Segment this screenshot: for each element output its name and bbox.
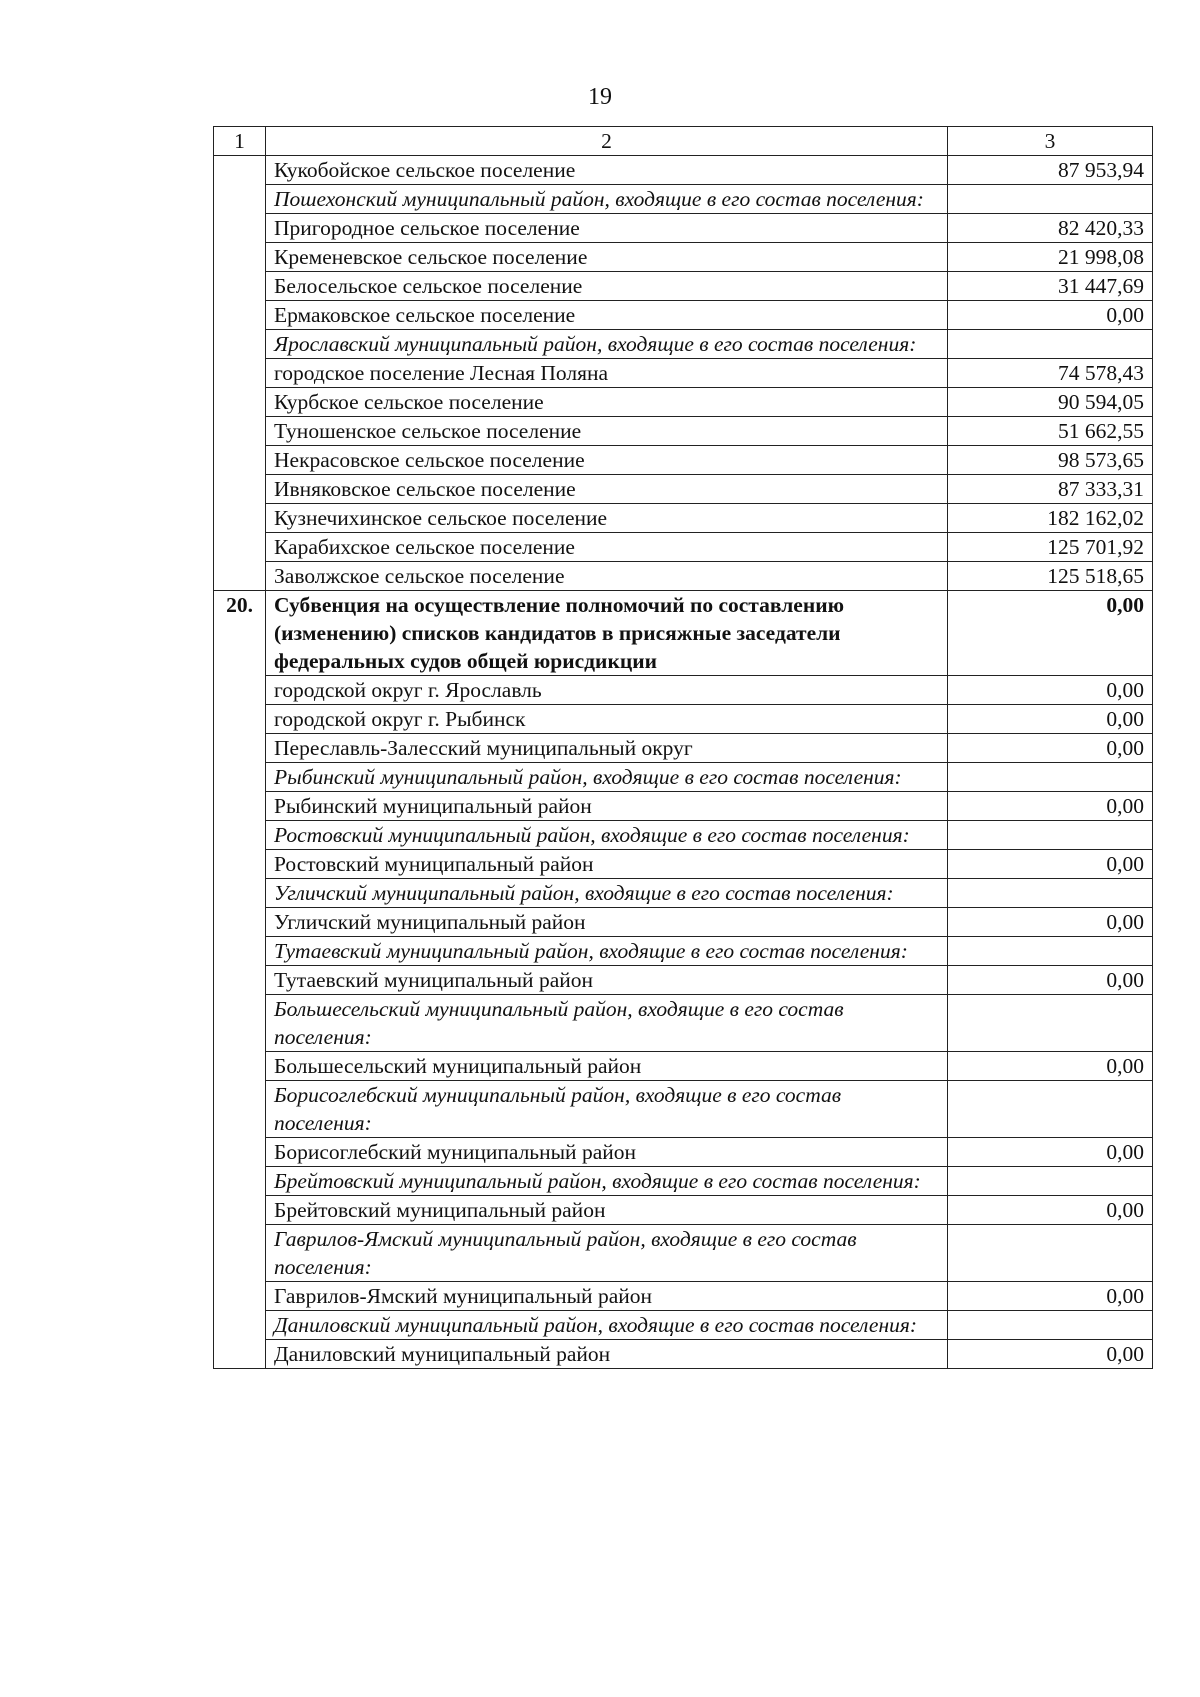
table-row — [214, 937, 1153, 966]
row-value: 21 998,08 — [948, 243, 1153, 272]
row-value — [948, 879, 1153, 908]
row-value: 0,00 — [948, 850, 1153, 879]
group-heading: Гаврилов-Ямский муниципальный район, входящие в его состав поселения: — [266, 1225, 948, 1282]
page-number: 19 — [588, 84, 612, 110]
row-name: Борисоглебский муниципальный район — [266, 1138, 948, 1167]
table-row — [214, 966, 1153, 995]
row-number — [214, 850, 266, 879]
row-value: 0,00 — [948, 1138, 1153, 1167]
row-value: 82 420,33 — [948, 214, 1153, 243]
row-value: 0,00 — [948, 1052, 1153, 1081]
row-value — [948, 995, 1153, 1052]
group-heading: Даниловский муниципальный район, входящие в его состав поселения: — [266, 1311, 948, 1340]
row-number — [214, 1196, 266, 1225]
row-value: 0,00 — [948, 792, 1153, 821]
table-row — [214, 1052, 1153, 1081]
row-value: 0,00 — [948, 966, 1153, 995]
row-number — [214, 417, 266, 446]
row-name: Ростовский муниципальный район — [266, 850, 948, 879]
table-row — [214, 1196, 1153, 1225]
row-number — [214, 562, 266, 591]
row-number — [214, 504, 266, 533]
header-col-2: 2 — [266, 127, 948, 156]
table-row — [214, 821, 1153, 850]
table-row — [214, 301, 1153, 330]
row-number — [214, 1138, 266, 1167]
row-number — [214, 185, 266, 214]
table-row — [214, 879, 1153, 908]
row-number — [214, 1225, 266, 1282]
table-row — [214, 1282, 1153, 1311]
row-name: Пригородное сельское поселение — [266, 214, 948, 243]
group-heading: Большесельский муниципальный район, входящие в его состав поселения: — [266, 995, 948, 1052]
row-number — [214, 533, 266, 562]
row-value: 31 447,69 — [948, 272, 1153, 301]
row-number — [214, 676, 266, 705]
table-row — [214, 734, 1153, 763]
table-body — [214, 127, 1153, 1369]
row-value: 98 573,65 — [948, 446, 1153, 475]
table-header-row — [214, 127, 1153, 156]
row-number: 20. — [214, 591, 266, 676]
row-number — [214, 272, 266, 301]
table-row — [214, 272, 1153, 301]
row-value: 125 518,65 — [948, 562, 1153, 591]
row-name: городской округ г. Рыбинск — [266, 705, 948, 734]
group-heading: Брейтовский муниципальный район, входящие в его состав поселения: — [266, 1167, 948, 1196]
header-col-3: 3 — [948, 127, 1153, 156]
group-heading: Рыбинский муниципальный район, входящие в его состав поселения: — [266, 763, 948, 792]
table-row — [214, 1340, 1153, 1369]
row-number — [214, 243, 266, 272]
row-value: 87 953,94 — [948, 156, 1153, 185]
table-row — [214, 850, 1153, 879]
row-name: Туношенское сельское поселение — [266, 417, 948, 446]
table-row — [214, 504, 1153, 533]
table-row — [214, 1225, 1153, 1282]
row-name: Угличский муниципальный район — [266, 908, 948, 937]
row-name: Ивняковское сельское поселение — [266, 475, 948, 504]
row-number — [214, 475, 266, 504]
row-value — [948, 937, 1153, 966]
header-col-1: 1 — [214, 127, 266, 156]
row-name: городской округ г. Ярославль — [266, 676, 948, 705]
table-row — [214, 243, 1153, 272]
table-row — [214, 562, 1153, 591]
row-name: Некрасовское сельское поселение — [266, 446, 948, 475]
table-row — [214, 705, 1153, 734]
row-number — [214, 214, 266, 243]
table-row — [214, 359, 1153, 388]
row-value: 0,00 — [948, 301, 1153, 330]
row-name: Рыбинский муниципальный район — [266, 792, 948, 821]
row-number — [214, 821, 266, 850]
row-value: 0,00 — [948, 1340, 1153, 1369]
row-number — [214, 966, 266, 995]
row-value: 90 594,05 — [948, 388, 1153, 417]
group-heading: Тутаевский муниципальный район, входящие в его состав поселения: — [266, 937, 948, 966]
row-value: 87 333,31 — [948, 475, 1153, 504]
row-number — [214, 995, 266, 1052]
group-heading: Угличский муниципальный район, входящие в его состав поселения: — [266, 879, 948, 908]
group-heading: Ярославский муниципальный район, входящие в его состав поселения: — [266, 330, 948, 359]
table-row — [214, 676, 1153, 705]
row-number — [214, 908, 266, 937]
row-number — [214, 156, 266, 185]
row-number — [214, 388, 266, 417]
table-row — [214, 330, 1153, 359]
row-name: Белосельское сельское поселение — [266, 272, 948, 301]
row-name: Тутаевский муниципальный район — [266, 966, 948, 995]
row-number — [214, 1282, 266, 1311]
row-name: Курбское сельское поселение — [266, 388, 948, 417]
row-value: 182 162,02 — [948, 504, 1153, 533]
row-value: 0,00 — [948, 908, 1153, 937]
row-value — [948, 1311, 1153, 1340]
row-name: Переславль-Залесский муниципальный округ — [266, 734, 948, 763]
row-value — [948, 821, 1153, 850]
row-value: 0,00 — [948, 1282, 1153, 1311]
group-heading: Пошехонский муниципальный район, входящие в его состав поселения: — [266, 185, 948, 214]
row-number — [214, 763, 266, 792]
table-row — [214, 591, 1153, 676]
row-value: 51 662,55 — [948, 417, 1153, 446]
table-row — [214, 156, 1153, 185]
row-number — [214, 1052, 266, 1081]
table-row — [214, 533, 1153, 562]
table-row — [214, 446, 1153, 475]
row-number — [214, 792, 266, 821]
table-row — [214, 1167, 1153, 1196]
table-row — [214, 1138, 1153, 1167]
group-heading: Борисоглебский муниципальный район, входящие в его состав поселения: — [266, 1081, 948, 1138]
row-name: Гаврилов-Ямский муниципальный район — [266, 1282, 948, 1311]
row-value: 74 578,43 — [948, 359, 1153, 388]
row-value — [948, 185, 1153, 214]
row-value — [948, 763, 1153, 792]
row-number — [214, 446, 266, 475]
row-name: Карабихское сельское поселение — [266, 533, 948, 562]
row-value: 0,00 — [948, 734, 1153, 763]
row-number — [214, 734, 266, 763]
row-number — [214, 301, 266, 330]
row-name: Кукобойское сельское поселение — [266, 156, 948, 185]
table-row — [214, 388, 1153, 417]
table-row — [214, 995, 1153, 1052]
row-number — [214, 1167, 266, 1196]
row-number — [214, 705, 266, 734]
row-value: 0,00 — [948, 705, 1153, 734]
row-value — [948, 1167, 1153, 1196]
row-name: городское поселение Лесная Поляна — [266, 359, 948, 388]
row-number — [214, 1311, 266, 1340]
row-name: Кременевское сельское поселение — [266, 243, 948, 272]
row-number — [214, 330, 266, 359]
table-row — [214, 908, 1153, 937]
row-value: 0,00 — [948, 676, 1153, 705]
row-name: Ермаковское сельское поселение — [266, 301, 948, 330]
row-number — [214, 359, 266, 388]
row-name: Субвенция на осуществление полномочий по составлению (изменению) списков кандидатов в присяжные заседатели федеральных судов общей юрисдикции — [266, 591, 948, 676]
row-number — [214, 879, 266, 908]
row-number — [214, 1081, 266, 1138]
table-row — [214, 214, 1153, 243]
row-name: Даниловский муниципальный район — [266, 1340, 948, 1369]
row-value — [948, 330, 1153, 359]
row-name: Заволжское сельское поселение — [266, 562, 948, 591]
row-number — [214, 1340, 266, 1369]
table-row — [214, 792, 1153, 821]
table-row — [214, 475, 1153, 504]
budget-table — [213, 126, 1153, 1369]
row-name: Большесельский муниципальный район — [266, 1052, 948, 1081]
row-value — [948, 1081, 1153, 1138]
row-value — [948, 1225, 1153, 1282]
row-value: 0,00 — [948, 591, 1153, 676]
table-row — [214, 1081, 1153, 1138]
table-row — [214, 1311, 1153, 1340]
group-heading: Ростовский муниципальный район, входящие в его состав поселения: — [266, 821, 948, 850]
row-value: 125 701,92 — [948, 533, 1153, 562]
row-name: Кузнечихинское сельское поселение — [266, 504, 948, 533]
table-row — [214, 417, 1153, 446]
table-row — [214, 763, 1153, 792]
table-row — [214, 185, 1153, 214]
row-name: Брейтовский муниципальный район — [266, 1196, 948, 1225]
row-number — [214, 937, 266, 966]
row-value: 0,00 — [948, 1196, 1153, 1225]
